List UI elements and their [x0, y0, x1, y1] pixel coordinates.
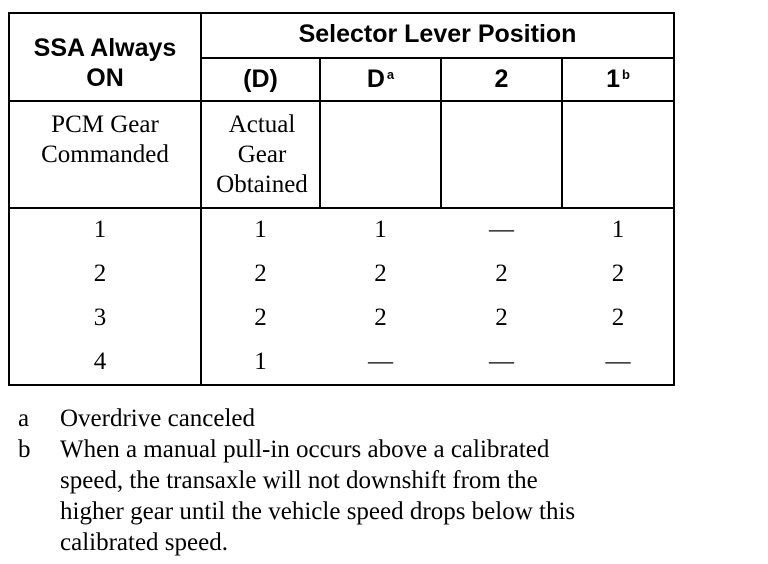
table-cell: 2	[93, 260, 107, 287]
table-cell: 2	[611, 260, 625, 287]
table-cell: 2	[495, 260, 508, 287]
table-cell: 1	[374, 216, 387, 243]
corner-header-line2: ON	[86, 64, 124, 92]
column-header-1	[563, 65, 673, 94]
column-label: D	[366, 65, 385, 93]
footnote-marker: b	[621, 67, 630, 82]
table-cell: 2	[374, 304, 387, 331]
footnote-line: higher gear until the vehicle speed drops below this	[60, 498, 576, 525]
table-cell: —	[489, 216, 514, 243]
pcm-gear-commanded-label	[10, 110, 200, 170]
divider-subheader	[8, 207, 675, 209]
table-cell: 4	[93, 348, 107, 375]
footnote-a-text	[60, 403, 750, 434]
column-header-2	[442, 65, 561, 94]
table-cell: 2	[254, 260, 267, 287]
label-line: Gear	[237, 141, 287, 168]
footnote-line: Overdrive canceled	[60, 405, 256, 432]
border-top	[8, 12, 675, 14]
table-cell: 2	[254, 304, 267, 331]
table-cell: —	[605, 348, 631, 375]
column-header-d-paren	[202, 65, 319, 94]
table-cell: 2	[611, 304, 625, 331]
actual-gear-obtained-label	[202, 110, 322, 200]
table-cell: 1	[93, 216, 107, 243]
footnote-b-text	[60, 434, 760, 558]
footnote-line: When a manual pull-in occurs above a calibrated	[60, 436, 550, 463]
footnote-marker-b: b	[18, 436, 31, 463]
footnote-marker-a: a	[18, 405, 30, 432]
column-label: 1	[606, 65, 620, 93]
table-cell: 1	[254, 216, 267, 243]
table-cell: —	[368, 348, 393, 375]
table-cell: 2	[495, 304, 508, 331]
label-line: Commanded	[41, 141, 169, 168]
footnote-line: calibrated speed.	[60, 529, 228, 556]
footnote-line: speed, the transaxle will not downshift from the	[60, 467, 538, 494]
border-right	[673, 12, 675, 386]
column-header-d	[321, 65, 440, 94]
border-bottom	[8, 384, 675, 386]
label-line: Obtained	[216, 171, 308, 198]
label-line: Actual	[228, 111, 296, 138]
divider-header	[8, 100, 675, 102]
table-cell: 1	[254, 348, 267, 375]
column-label: 2	[494, 65, 509, 93]
footnote-marker: a	[386, 67, 395, 82]
table-cell: 1	[611, 216, 625, 243]
divider-group	[200, 57, 675, 59]
corner-header-line1: SSA Always	[33, 34, 177, 62]
table-cell: 2	[374, 260, 387, 287]
group-header: Selector Lever Position	[298, 20, 577, 48]
table-cell: —	[489, 348, 514, 375]
label-line: PCM Gear	[51, 111, 159, 138]
column-label: (D)	[243, 65, 278, 93]
table-cell: 3	[93, 304, 107, 331]
